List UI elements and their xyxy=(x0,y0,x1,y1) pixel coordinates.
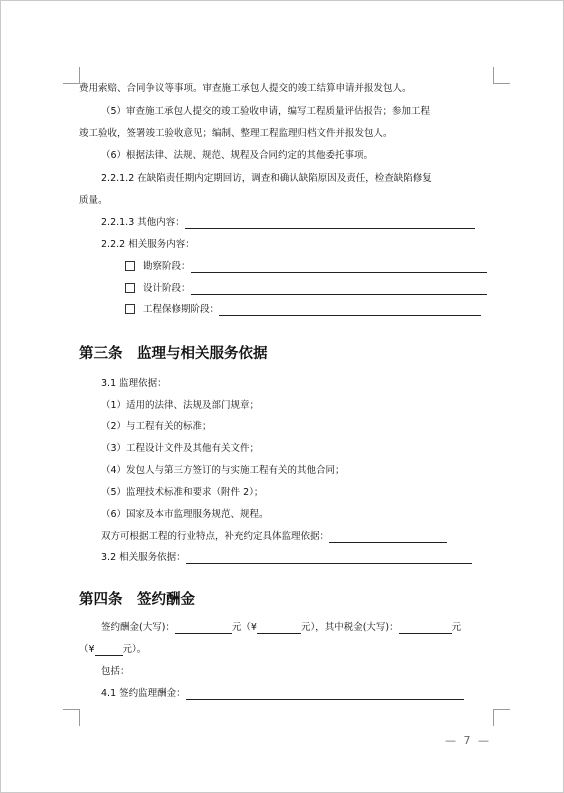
warranty-stage-label: 工程保修期阶段： xyxy=(143,304,220,315)
paragraph-line: （5）审查施工承包人提交的竣工验收申请，编写工程质量评估报告；参加工程 xyxy=(101,106,431,117)
basis-line: （4）发包人与第三方签订的与实施工程有关的其他合同； xyxy=(101,465,345,476)
supplementary-basis-label: 双方可根据工程的行业特点，补充约定具体监理依据： xyxy=(101,531,330,542)
design-stage-label: 设计阶段： xyxy=(143,283,191,294)
paragraph-line: 质量。 xyxy=(79,195,108,206)
supervision-fee-row xyxy=(101,687,464,700)
service-basis-blank[interactable] xyxy=(186,552,472,564)
includes-label: 包括： xyxy=(101,666,130,677)
basis-line: （6）国家及本市监理服务规范、规程。 xyxy=(101,509,269,520)
warranty-stage-row xyxy=(125,303,481,316)
warranty-stage-checkbox[interactable] xyxy=(125,304,135,314)
basis-line: 3.1 监理依据： xyxy=(101,378,167,389)
tax-amount-suffix: 元）。 xyxy=(122,644,147,655)
crop-mark-top-left xyxy=(63,67,80,84)
paragraph-line: 竣工验收，签署竣工验收意见；编制、整理工程监理归档文件并报发包人。 xyxy=(79,128,393,139)
paragraph-line: 2.2.1.2 在缺陷责任期内定期回访，调查和确认缺陷原因及责任，检查缺陷修复 xyxy=(101,173,432,184)
other-content-row xyxy=(101,216,475,229)
fee-tax-label: 元），其中税金(大写)： xyxy=(300,622,399,633)
related-services-label: 2.2.2 相关服务内容： xyxy=(101,239,195,250)
page-number: — 7 — xyxy=(445,734,491,747)
fee-amount-blank[interactable] xyxy=(257,622,301,634)
supplementary-basis-blank[interactable] xyxy=(329,531,447,543)
contract-fee-row xyxy=(101,621,461,634)
tax-uppercase-blank[interactable] xyxy=(399,622,452,634)
fee-yuan-label: 元（¥ xyxy=(231,622,257,633)
warranty-stage-blank[interactable] xyxy=(219,304,481,316)
survey-stage-label: 勘察阶段： xyxy=(143,261,191,272)
design-stage-checkbox[interactable] xyxy=(125,283,135,293)
fee-uppercase-blank[interactable] xyxy=(175,622,232,634)
basis-line: （5）监理技术标准和要求（附件 2）； xyxy=(101,487,264,498)
contract-fee-label: 签约酬金(大写)： xyxy=(101,622,175,633)
supervision-fee-label: 4.1 签约监理酬金： xyxy=(101,688,186,699)
article-4-heading: 第四条 签约酬金 xyxy=(79,591,195,608)
tax-yuan-label: 元 xyxy=(451,622,462,633)
tax-amount-prefix: （¥ xyxy=(79,644,95,655)
survey-stage-row xyxy=(125,260,487,273)
paragraph-line: 费用索赔、合同争议等事项。审查施工承包人提交的竣工结算申请并报发包人。 xyxy=(79,83,412,94)
article-3-heading: 第三条 监理与相关服务依据 xyxy=(79,345,268,362)
survey-stage-checkbox[interactable] xyxy=(125,261,135,271)
crop-mark-bottom-right xyxy=(493,709,510,726)
design-stage-blank[interactable] xyxy=(191,283,487,295)
supervision-fee-blank[interactable] xyxy=(186,688,464,700)
basis-line: （3）工程设计文件及其他有关文件； xyxy=(101,443,260,454)
tax-amount-blank[interactable] xyxy=(95,644,123,656)
service-basis-label: 3.2 相关服务依据： xyxy=(101,552,186,563)
crop-mark-bottom-left xyxy=(63,709,80,726)
design-stage-row xyxy=(125,282,487,295)
survey-stage-blank[interactable] xyxy=(191,261,487,273)
paragraph-line: （6）根据法律、法规、规范、规程及合同约定的其他委托事项。 xyxy=(101,150,374,161)
supplementary-basis-row xyxy=(101,530,447,543)
basis-line: （2）与工程有关的标准； xyxy=(101,421,212,432)
crop-mark-top-right xyxy=(493,67,510,84)
service-basis-row xyxy=(101,551,472,564)
other-content-blank[interactable] xyxy=(185,217,475,229)
other-content-label: 2.2.1.3 其他内容： xyxy=(101,217,185,228)
basis-line: （1）适用的法律、法规及部门规章； xyxy=(101,400,260,411)
tax-amount-row xyxy=(79,643,146,656)
